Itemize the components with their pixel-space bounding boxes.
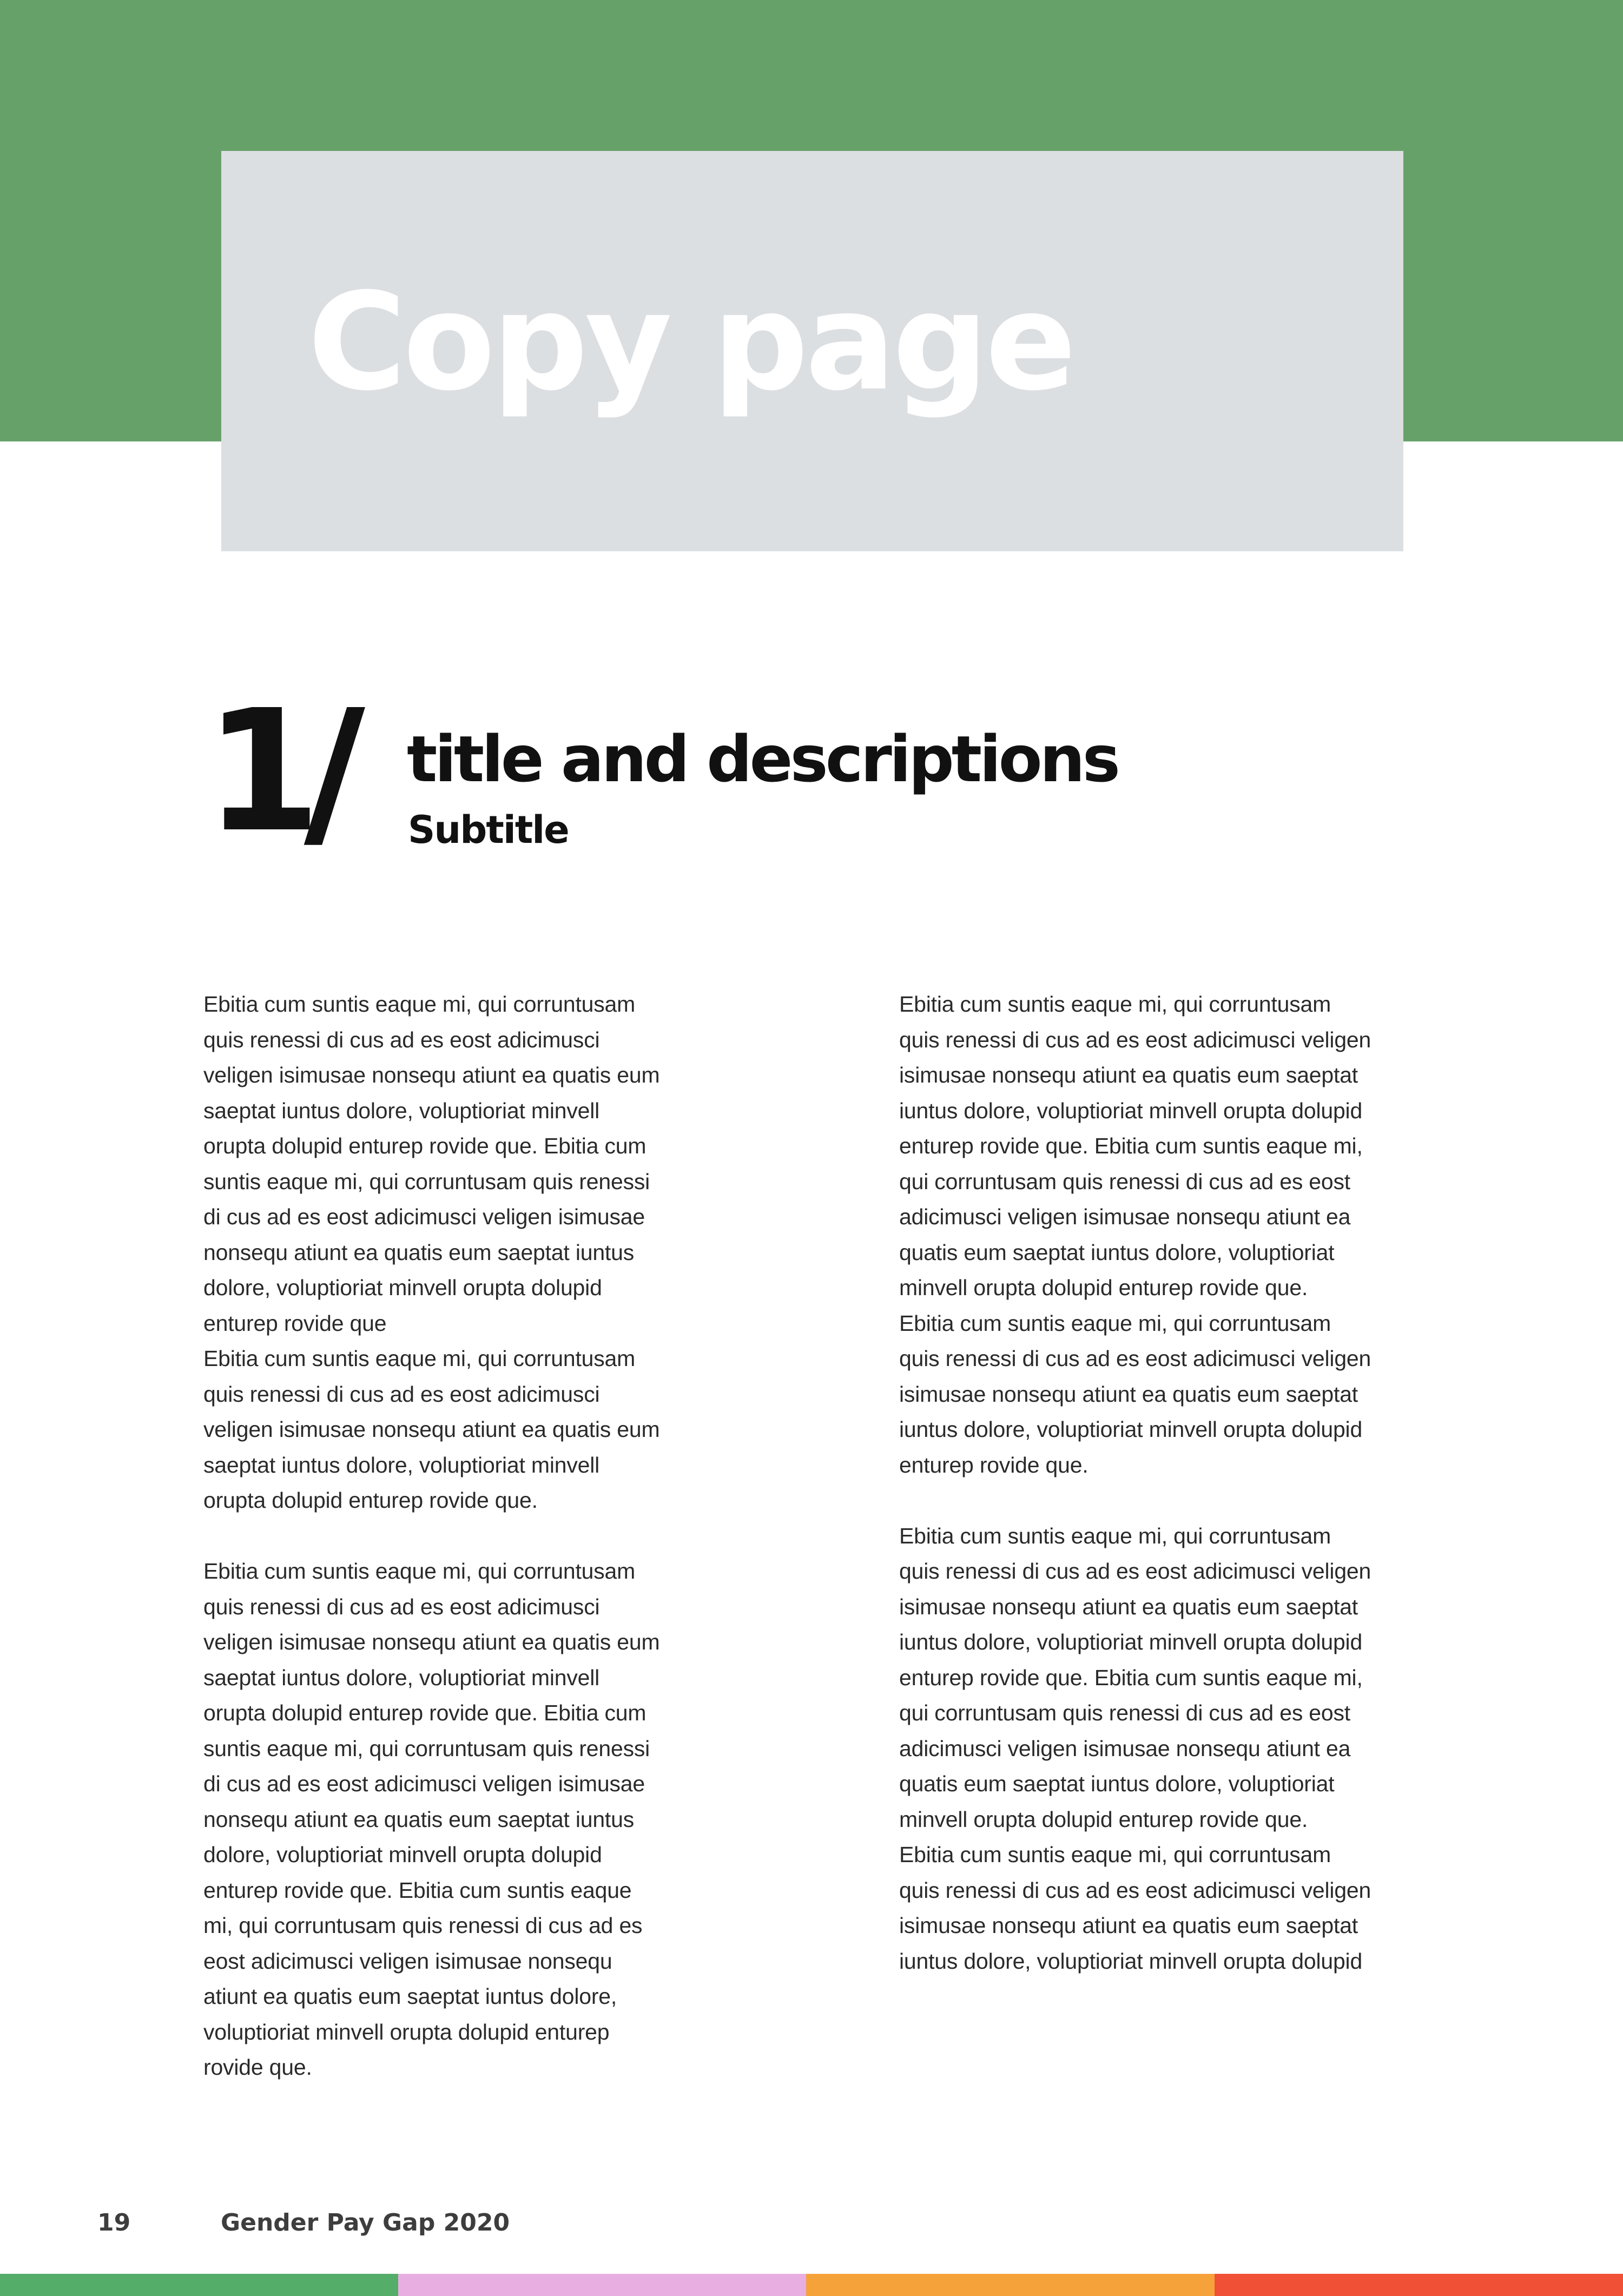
color-bar-segment [806, 2274, 1215, 2296]
color-bar-segment [398, 2274, 806, 2296]
footer-color-bar [0, 2274, 1623, 2296]
title-panel [221, 151, 1403, 551]
color-bar-segment [0, 2274, 398, 2296]
body-paragraph: Ebitia cum suntis eaque mi, qui corruntusam quis renessi di cus ad es eost adicimusci veligen isimusae nonsequ atiunt ea quatis eum saeptat iuntus dolore, voluptioriat minvell orupta dolupid enturep rovide que. Ebitia cum suntis eaque mi, qui corruntusam quis renessi di cus ad es eost adicimusci veligen isimusae nonsequ atiunt ea quatis eum saeptat iuntus dolore, voluptioriat minvell orupta dolupid enturep rovide que. Ebitia cum suntis eaque mi, qui corruntusam quis renessi di cus ad es eost adicimusci veligen isimusae nonsequ atiunt ea quatis eum saeptat iuntus dolore, voluptioriat minvell orupta dolupid [899, 1523, 1371, 1974]
body-paragraph: Ebitia cum suntis eaque mi, qui corruntusam quis renessi di cus ad es eost adicimusci veligen isimusae nonsequ atiunt ea quatis eum saeptat iuntus dolore, voluptioriat minvell orupta dolupid enturep rovide que. Ebitia cum suntis eaque mi, qui corruntusam quis renessi di cus ad es eost adicimusci veligen isimusae nonsequ atiunt ea quatis eum saeptat iuntus dolore, voluptioriat minvell orupta dolupid enturep rovide que Ebitia cum suntis eaque mi, qui corruntusam quis renessi di cus ad es eost adicimusci veligen isimusae nonsequ atiunt ea quatis eum saeptat iuntus dolore, voluptioriat minvell orupta dolupid enturep rovide que. [203, 992, 660, 1513]
page-number: 19 [97, 2209, 131, 2236]
left-text-column [203, 987, 690, 2086]
section-number: 1/ [204, 674, 348, 869]
section-title: title and descriptions [407, 722, 1118, 796]
section-subtitle: Subtitle [408, 808, 569, 852]
right-text-column [899, 987, 1408, 1979]
body-paragraph: Ebitia cum suntis eaque mi, qui corruntusam quis renessi di cus ad es eost adicimusci veligen isimusae nonsequ atiunt ea quatis eum saeptat iuntus dolore, voluptioriat minvell orupta dolupid enturep rovide que. Ebitia cum suntis eaque mi, qui corruntusam quis renessi di cus ad es eost adicimusci veligen isimusae nonsequ atiunt ea quatis eum saeptat iuntus dolore, voluptioriat minvell orupta dolupid enturep rovide que. Ebitia cum suntis eaque mi, qui corruntusam quis renessi di cus ad es eost adicimusci veligen isimusae nonsequ atiunt ea quatis eum saeptat iuntus dolore, voluptioriat minvell orupta dolupid enturep rovide que. [899, 992, 1371, 1477]
body-paragraph: Ebitia cum suntis eaque mi, qui corruntusam quis renessi di cus ad es eost adicimusci veligen isimusae nonsequ atiunt ea quatis eum saeptat iuntus dolore, voluptioriat minvell orupta dolupid enturep rovide que. Ebitia cum suntis eaque mi, qui corruntusam quis renessi di cus ad es eost adicimusci veligen isimusae nonsequ atiunt ea quatis eum saeptat iuntus dolore, voluptioriat minvell orupta dolupid enturep rovide que. Ebitia cum suntis eaque mi, qui corruntusam quis renessi di cus ad es eost adicimusci veligen isimusae nonsequ atiunt ea quatis eum saeptat iuntus dolore, voluptioriat minvell orupta dolupid enturep rovide que. [203, 1559, 660, 2080]
color-bar-segment [1215, 2274, 1623, 2296]
footer-document-title: Gender Pay Gap 2020 [221, 2209, 510, 2236]
page-title: Copy page [308, 265, 1073, 420]
